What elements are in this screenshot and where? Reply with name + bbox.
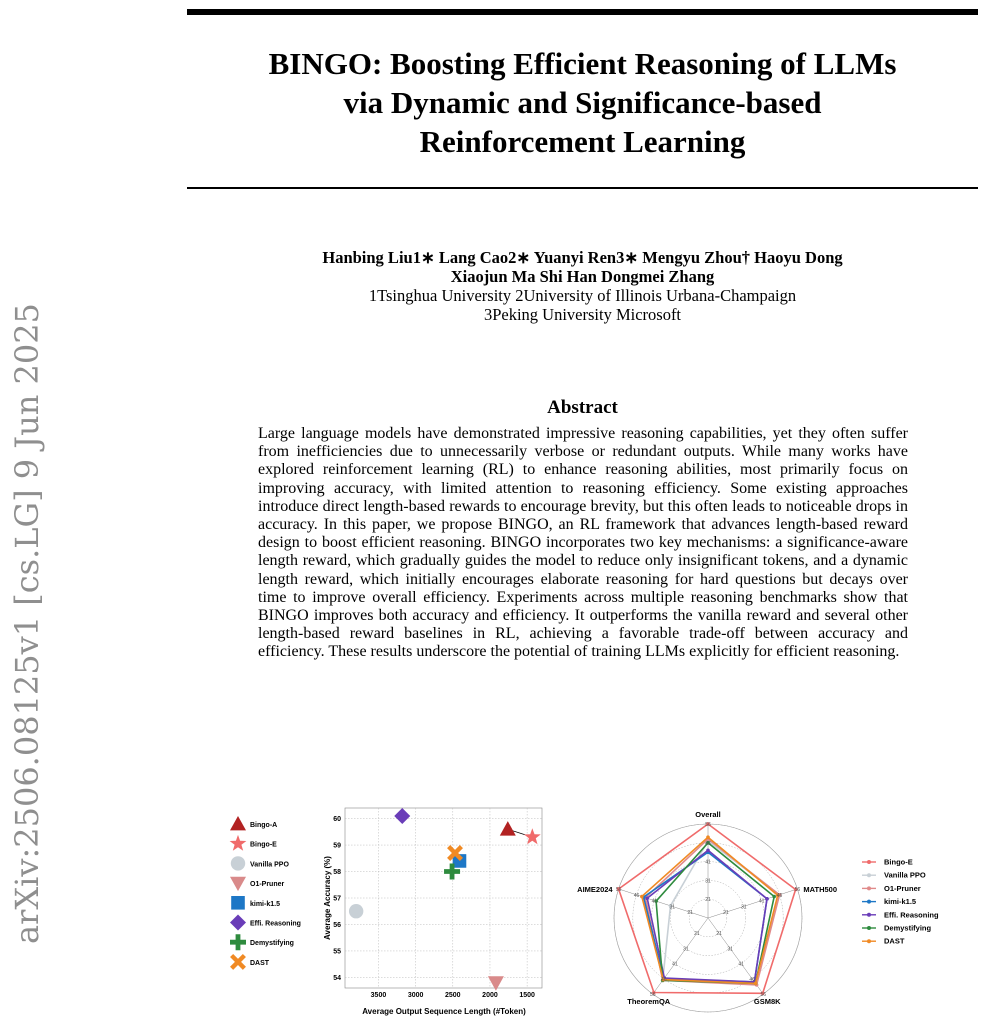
radar-legend-marker-effi-reasoning xyxy=(867,913,871,917)
abstract-heading: Abstract xyxy=(547,397,618,418)
radar-ring-label: 56 xyxy=(649,992,656,999)
radar-legend-label-bingo-e: Bingo-E xyxy=(884,857,913,867)
legend-marker-bingo-a xyxy=(230,816,246,830)
radar-legend-marker-o1-pruner xyxy=(867,886,871,890)
scatter-y-tick-label: 56 xyxy=(333,921,341,929)
legend-label-demystifying: Demystifying xyxy=(250,940,294,948)
radar-ring-label: 41 xyxy=(705,859,711,866)
radar-ring-label: 31 xyxy=(705,878,711,885)
radar-axis-label-theoremqa: TheoremQA xyxy=(627,997,671,1007)
paper-title xyxy=(187,44,978,161)
legend-label-bingo-e: Bingo-E xyxy=(250,841,277,849)
legend-label-dast: DAST xyxy=(250,959,270,967)
scatter-point-effi-reasoning xyxy=(394,808,410,824)
radar-axis-label-gsm8k: GSM8K xyxy=(753,997,781,1007)
radar-ring-label: 41 xyxy=(758,898,765,905)
radar-legend-label-effi-reasoning: Effi. Reasoning xyxy=(884,910,939,920)
legend-marker-dast xyxy=(232,956,245,969)
radar-axis-label-overall: Overall xyxy=(695,810,721,819)
scatter-y-axis-label: Average Accuracy (%) xyxy=(323,856,332,940)
legend-label-effi-reasoning: Effi. Reasoning xyxy=(250,920,301,928)
radar-spoke xyxy=(708,889,797,918)
radar-legend-marker-demystifying xyxy=(867,926,871,930)
title-line-1: BINGO: Boosting Efficient Reasoning of LLMs xyxy=(268,46,897,81)
author-names-line-1: Hanbing Liu1∗ Lang Cao2∗ Yuanyi Ren3∗ Mengyu Zhou† Haoyu Dong xyxy=(322,248,843,267)
radar-ring-label: 31 xyxy=(727,946,733,953)
radar-legend xyxy=(862,858,939,946)
radar-ring-label: 56 xyxy=(705,822,711,828)
radar-point-effi-reasoning xyxy=(645,896,649,900)
scatter-x-tick-label: 2500 xyxy=(445,992,461,999)
legend-marker-vanilla-ppo xyxy=(231,856,245,870)
top-rule xyxy=(187,9,978,15)
title-line-3: Reinforcement Learning xyxy=(419,124,746,159)
affiliations-line-1: 1Tsinghua University 2University of Illinois Urbana-Champaign xyxy=(368,286,797,305)
radar-ring-label: 56 xyxy=(794,886,801,893)
radar-ring-label: 46 xyxy=(661,976,667,983)
scatter-y-tick-label: 60 xyxy=(333,816,341,824)
scatter-point-vanilla-ppo xyxy=(349,904,363,918)
scatter-x-axis-label: Average Output Sequence Length (#Token) xyxy=(362,1007,526,1016)
radar-ring-label: 41 xyxy=(651,898,658,905)
radar-ring-label: 46 xyxy=(633,892,640,899)
radar-legend-label-vanilla-ppo: Vanilla PPO xyxy=(884,870,926,880)
scatter-point-o1-pruner xyxy=(488,976,504,990)
radar-axis-label-math500: MATH500 xyxy=(803,884,838,894)
abstract-text: Large language models have demonstrated impressive reasoning capabilities, yet they often suffer from inefficiencies due to unnecessarily verbose or redundant outputs. While many works have explored reinforcement learning (RL) to enhance reasoning abilities, most primarily focus on improving accuracy, with limited attention to reasoning efficiency. Some existing approaches introduce direct length-based rewards to encourage brevity, but this often leads to noticeable drops in accuracy. In this paper, we propose BINGO, an RL framework that advances length-based reward design to boost efficient reasoning. BINGO incorporates two key mechanisms: a significance-aware length reward, which gradually guides the model to reduce only insignificant tokens, and a dynamic length reward, which initially encourages elaborate reasoning for hard questions but decays over time to improve overall efficiency. Experiments across multiple reasoning benchmarks show that BINGO improves both accuracy and efficiency. It outperforms the vanilla reward and several other length-based reward baselines in RL, achieving a favorable trade-off between accuracy and efficiency. These results underscore the potential of training LLMs explicitly for efficient reasoning. xyxy=(258,425,908,661)
radar-ring-label: 21 xyxy=(687,910,693,917)
legend-marker-demystifying xyxy=(230,934,246,950)
legend-marker-effi-reasoning xyxy=(230,915,246,931)
scatter-legend xyxy=(230,816,301,968)
legend-marker-kimi-k1-5 xyxy=(231,896,245,910)
legend-label-kimi-k1-5: kimi-k1.5 xyxy=(250,900,280,908)
scatter-y-tick-label: 54 xyxy=(333,974,341,982)
scatter-y-tick-label: 55 xyxy=(333,948,341,956)
legend-marker-bingo-e xyxy=(230,835,247,851)
title-bottom-rule xyxy=(187,187,978,189)
legend-label-o1-pruner: O1-Pruner xyxy=(250,881,285,889)
radar-ring-label: 46 xyxy=(776,892,783,899)
scatter-point-bingo-a xyxy=(500,821,516,835)
radar-axis-label-aime2024: AIME2024 xyxy=(577,884,613,894)
radar-point-dast xyxy=(706,835,710,839)
scatter-plot xyxy=(323,808,542,1016)
scatter-y-tick-label: 57 xyxy=(333,895,341,903)
radar-ring-label: 31 xyxy=(669,904,676,911)
title-line-2: via Dynamic and Significance-based xyxy=(343,85,822,120)
radar-ring-label: 56 xyxy=(760,992,767,999)
author-names-line-2: Xiaojun Ma Shi Han Dongmei Zhang xyxy=(450,267,715,286)
legend-label-bingo-a: Bingo-A xyxy=(250,822,278,829)
radar-ring-label: 56 xyxy=(615,886,622,893)
radar-ring-label: 31 xyxy=(683,946,689,953)
radar-ring-label: 21 xyxy=(723,910,729,917)
author-block xyxy=(187,248,978,324)
radar-ring-label: 31 xyxy=(740,904,747,911)
radar-point-dast xyxy=(640,895,644,899)
scatter-x-tick-label: 1500 xyxy=(519,992,535,999)
radar-legend-label-o1-pruner: O1-Pruner xyxy=(884,883,921,893)
legend-label-vanilla-ppo: Vanilla PPO xyxy=(250,861,289,869)
scatter-y-tick-label: 59 xyxy=(333,842,341,850)
scatter-x-tick-label: 3000 xyxy=(407,992,424,999)
radar-ring-label: 41 xyxy=(672,961,678,968)
radar-ring-label: 46 xyxy=(749,976,755,983)
radar-legend-label-dast: DAST xyxy=(884,936,905,946)
radar-ring-label: 21 xyxy=(705,897,711,904)
scatter-x-tick-label: 2000 xyxy=(482,992,498,999)
radar-legend-label-kimi-k1-5: kimi-k1.5 xyxy=(884,897,917,907)
radar-legend-label-demystifying: Demystifying xyxy=(884,923,932,933)
affiliations-line-2: 3Peking University Microsoft xyxy=(483,305,682,324)
radar-ring-label: 41 xyxy=(738,961,744,968)
radar-chart xyxy=(577,810,837,1012)
radar-legend-marker-vanilla-ppo xyxy=(867,873,871,877)
radar-ring-label: 46 xyxy=(705,840,711,847)
scatter-y-tick-label: 58 xyxy=(333,869,341,877)
radar-point-demystifying xyxy=(772,895,776,899)
radar-legend-marker-kimi-k1-5 xyxy=(867,900,871,904)
figure-1 xyxy=(0,800,984,1018)
radar-ring-label: 21 xyxy=(694,931,700,938)
radar-point-effi-reasoning xyxy=(706,849,710,853)
arxiv-identifier[interactable]: arXiv:2506.08125v1 [cs.LG] 9 Jun 2025 xyxy=(8,303,46,944)
radar-ring-label: 21 xyxy=(716,931,722,938)
radar-point-effi-reasoning xyxy=(765,897,769,901)
scatter-point-bingo-e xyxy=(524,828,541,844)
legend-marker-o1-pruner xyxy=(230,877,246,891)
radar-legend-marker-bingo-e xyxy=(867,860,871,864)
scatter-x-tick-label: 3500 xyxy=(370,992,387,999)
radar-legend-marker-dast xyxy=(867,939,871,943)
